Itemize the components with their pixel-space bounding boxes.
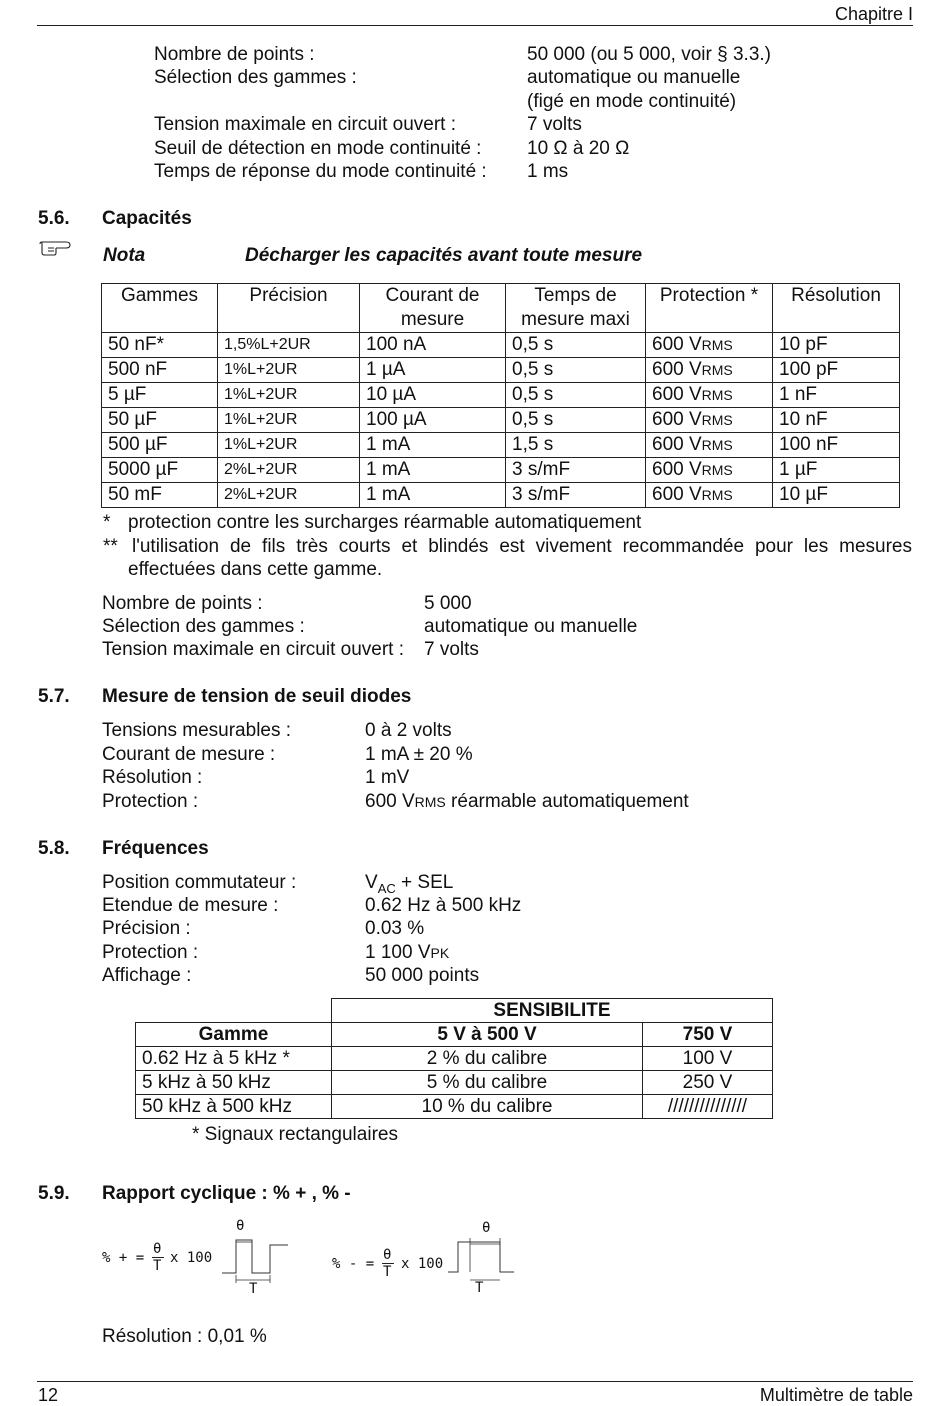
table-row xyxy=(102,408,900,433)
resolution-cell: 1 nF xyxy=(773,383,900,408)
precision-cell: 1,5%L+2UR xyxy=(218,333,360,358)
range-cell: 50 kHz à 500 kHz xyxy=(136,1095,332,1119)
spec-value-main: 1 100 V xyxy=(365,941,431,963)
formula-times: x 100 xyxy=(401,1256,444,1272)
table-row xyxy=(102,358,900,383)
resolution-cell: 100 pF xyxy=(773,358,900,383)
spec-value-main: 0 à 2 volts xyxy=(365,720,452,741)
protection-unit: RMS xyxy=(701,387,733,403)
duty-cycle-plus-waveform xyxy=(222,1230,292,1286)
spec-value-main: automatique ou manuelle xyxy=(527,67,741,89)
spec-value-main: V xyxy=(365,872,378,893)
spec-label: Protection : xyxy=(102,790,199,812)
time-cell: 0,5 s xyxy=(506,333,646,358)
header-line: Protection * xyxy=(659,285,759,306)
protection-cell xyxy=(646,408,773,433)
protection-cell xyxy=(646,483,773,508)
spec-value xyxy=(527,67,740,89)
table-row xyxy=(102,483,900,508)
spec-value xyxy=(365,918,424,940)
spec-value-main: 7 volts xyxy=(527,114,582,136)
time-cell: 1,5 s xyxy=(506,433,646,458)
current-cell: 100 µA xyxy=(360,408,506,433)
spec-value-unit: AC xyxy=(377,880,396,896)
time-cell: 3 s/mF xyxy=(506,483,646,508)
spec-label: Seuil de détection en mode continuité : xyxy=(154,137,482,159)
spec-value-main: 1 ms xyxy=(527,161,569,182)
spec-value xyxy=(424,639,479,661)
precision-cell: 2%L+2UR xyxy=(218,483,360,508)
spec-value xyxy=(424,593,472,615)
column-header: 750 V xyxy=(643,1023,773,1047)
table-row xyxy=(136,1071,773,1095)
header-rule xyxy=(37,25,913,26)
spec-value-main: 50 000 points xyxy=(365,964,480,986)
spec-value-tail: + SEL xyxy=(395,872,454,893)
protection-cell xyxy=(646,333,773,358)
protection-value: 600 V xyxy=(652,434,702,455)
spec-value-main: 0.62 Hz à 500 kHz xyxy=(365,895,522,917)
resolution-cell: 10 pF xyxy=(773,333,900,358)
sensitivity-cell: 2 % du calibre xyxy=(332,1047,643,1071)
waveform-theta-label: θ xyxy=(236,1218,245,1234)
range-cell: 5 µF xyxy=(102,383,218,408)
sensitivity-cell: 100 V xyxy=(643,1047,773,1071)
resolution-cell: 10 nF xyxy=(773,408,900,433)
spec-value xyxy=(365,872,453,896)
precision-cell: 1%L+2UR xyxy=(218,358,360,383)
spec-value-main: 600 V xyxy=(365,790,415,812)
range-cell: 50 mF xyxy=(102,483,218,508)
range-cell: 50 nF* xyxy=(102,333,218,358)
spec-value xyxy=(527,91,736,113)
resolution-text: Résolution : 0,01 % xyxy=(102,1326,267,1347)
spec-value xyxy=(365,791,689,813)
spec-value-main: 1 mA ± 20 % xyxy=(365,743,473,765)
spec-value-unit: RMS xyxy=(414,793,446,810)
section-number: 5.7. xyxy=(38,686,70,707)
nota-label: Nota xyxy=(103,245,146,266)
spec-label: Tensions mesurables : xyxy=(102,720,292,741)
protection-value: 600 V xyxy=(652,459,702,480)
current-cell: 1 mA xyxy=(360,433,506,458)
spec-value xyxy=(527,114,582,136)
range-cell: 5 kHz à 50 kHz xyxy=(136,1071,332,1095)
formula-theta: θ xyxy=(383,1247,392,1263)
protection-cell xyxy=(646,358,773,383)
protection-cell xyxy=(646,433,773,458)
protection-unit: RMS xyxy=(701,462,733,478)
spec-value xyxy=(365,895,521,917)
formula-plus-prefix: % + = xyxy=(102,1250,145,1266)
protection-cell xyxy=(646,458,773,483)
sensitivity-cell: /////////////// xyxy=(643,1095,773,1119)
time-cell: 0,5 s xyxy=(506,408,646,433)
time-cell: 3 s/mF xyxy=(506,458,646,483)
resolution-cell: 10 µF xyxy=(773,483,900,508)
protection-cell xyxy=(646,383,773,408)
footer-title: Multimètre de table xyxy=(759,1385,913,1405)
precision-cell: 1%L+2UR xyxy=(218,383,360,408)
precision-cell: 2%L+2UR xyxy=(218,458,360,483)
resolution-cell: 1 µF xyxy=(773,458,900,483)
protection-unit: RMS xyxy=(701,437,733,453)
spec-value xyxy=(365,942,449,964)
spec-value xyxy=(527,161,568,183)
current-cell: 1 mA xyxy=(360,483,506,508)
header-line: Temps de xyxy=(534,285,617,306)
column-header xyxy=(360,284,506,333)
section-number: 5.6. xyxy=(38,208,70,229)
header-line: Résolution xyxy=(791,285,881,306)
spec-label: Etendue de mesure : xyxy=(102,895,279,917)
waveform-period-label: T xyxy=(249,1281,258,1297)
protection-value: 600 V xyxy=(652,384,702,405)
range-cell: 500 nF xyxy=(102,358,218,383)
section-number: 5.8. xyxy=(38,838,70,859)
footer-rule xyxy=(37,1381,913,1382)
spec-value-main: 5 000 xyxy=(424,593,472,614)
formula-period: T xyxy=(383,1264,392,1280)
precision-cell: 1%L+2UR xyxy=(218,408,360,433)
spec-value-unit: PK xyxy=(430,944,450,961)
footnote-mark: ** xyxy=(103,536,118,557)
section-title: Capacités xyxy=(102,208,192,229)
time-cell: 0,5 s xyxy=(506,358,646,383)
formula-times: x 100 xyxy=(170,1250,213,1266)
column-header: 5 V à 500 V xyxy=(332,1023,643,1047)
formula-theta: θ xyxy=(153,1241,162,1257)
spec-value-main: (figé en mode continuité) xyxy=(527,90,737,112)
spec-label: Nombre de points : xyxy=(102,593,263,614)
spec-label: Tension maximale en circuit ouvert : xyxy=(102,639,405,660)
section-number: 5.9. xyxy=(38,1183,70,1204)
spec-label: Sélection des gammes : xyxy=(154,67,357,89)
footnote-mark: * xyxy=(103,512,111,533)
sensitivity-cell: 5 % du calibre xyxy=(332,1071,643,1095)
spec-value xyxy=(365,767,409,789)
sensitivity-table xyxy=(135,998,773,1119)
column-header xyxy=(102,284,218,333)
table-row xyxy=(102,433,900,458)
protection-unit: RMS xyxy=(701,337,733,353)
current-cell: 1 µA xyxy=(360,358,506,383)
header-line: mesure maxi xyxy=(521,309,630,330)
range-cell: 5000 µF xyxy=(102,458,218,483)
spec-label: Affichage : xyxy=(102,964,192,986)
section-title: Rapport cyclique : % + , % - xyxy=(102,1183,351,1204)
header-line: Courant de xyxy=(385,285,480,306)
spec-value xyxy=(527,138,629,160)
sensitivity-cell: 10 % du calibre xyxy=(332,1095,643,1119)
footnote-text: effectuées dans cette gamme. xyxy=(128,559,383,580)
spec-value-main: 1 mV xyxy=(365,767,410,788)
capacitance-table xyxy=(101,283,900,508)
spec-value-main: 0.03 % xyxy=(365,918,425,940)
range-cell: 50 µF xyxy=(102,408,218,433)
spec-label: Nombre de points : xyxy=(154,44,315,65)
footnote-text: l'utilisation de fils très courts et blindés est vivement recommandée pour les mesures xyxy=(132,536,912,557)
protection-unit: RMS xyxy=(701,412,733,428)
spec-label: Position commutateur : xyxy=(102,872,297,893)
spec-value-main: 7 volts xyxy=(424,639,479,660)
resolution-cell: 100 nF xyxy=(773,433,900,458)
spec-value xyxy=(424,616,637,638)
spec-value-main: automatique ou manuelle xyxy=(424,616,638,637)
section-title: Mesure de tension de seuil diodes xyxy=(102,686,412,707)
spec-value-main: 50 000 (ou 5 000, voir § 3.3.) xyxy=(527,44,771,65)
current-cell: 1 mA xyxy=(360,458,506,483)
table-row xyxy=(102,458,900,483)
spec-value-tail: réarmable automatiquement xyxy=(445,790,689,812)
column-header xyxy=(646,284,773,333)
spec-value xyxy=(527,44,771,66)
formula-period: T xyxy=(153,1258,162,1274)
precision-cell: 1%L+2UR xyxy=(218,433,360,458)
protection-unit: RMS xyxy=(701,362,733,378)
column-header xyxy=(506,284,646,333)
nota-text: Décharger les capacités avant toute mesure xyxy=(245,245,643,266)
header-line: Précision xyxy=(249,285,328,306)
spec-label: Courant de mesure : xyxy=(102,743,276,765)
current-cell: 10 µA xyxy=(360,383,506,408)
table-row xyxy=(102,333,900,358)
column-header: Gamme xyxy=(136,1023,332,1047)
column-header xyxy=(218,284,360,333)
header-line: Gammes xyxy=(120,285,199,306)
range-cell: 500 µF xyxy=(102,433,218,458)
spec-label: Précision : xyxy=(102,918,191,940)
group-header: SENSIBILITE xyxy=(332,999,773,1023)
chapter-label: Chapitre I xyxy=(834,4,913,24)
spec-label: Résolution : xyxy=(102,767,203,788)
spec-label: Tension maximale en circuit ouvert : xyxy=(154,114,457,136)
header-row xyxy=(102,284,900,333)
spec-value xyxy=(365,744,473,766)
header-line: mesure xyxy=(400,309,465,330)
time-cell: 0,5 s xyxy=(506,383,646,408)
protection-value: 600 V xyxy=(652,359,702,380)
table-footnote: * Signaux rectangulaires xyxy=(192,1124,398,1145)
spec-value xyxy=(365,965,479,987)
spec-label: Protection : xyxy=(102,941,199,963)
footnote-text: protection contre les surcharges réarmable automatiquement xyxy=(128,512,642,533)
formula-minus-prefix: % - = xyxy=(332,1256,375,1272)
protection-value: 600 V xyxy=(652,484,702,505)
protection-value: 600 V xyxy=(652,409,702,430)
range-cell: 0.62 Hz à 5 kHz * xyxy=(136,1047,332,1071)
waveform-period-label: T xyxy=(475,1280,484,1296)
sensitivity-cell: 250 V xyxy=(643,1071,773,1095)
waveform-theta-label: θ xyxy=(482,1220,491,1236)
page-number: 12 xyxy=(38,1385,59,1405)
protection-value: 600 V xyxy=(652,334,702,355)
spec-label: Temps de réponse du mode continuité : xyxy=(154,161,487,182)
spec-value xyxy=(365,720,452,742)
empty-cell xyxy=(136,999,332,1023)
table-row xyxy=(136,1095,773,1119)
pointing-hand-icon xyxy=(38,240,72,256)
current-cell: 100 nA xyxy=(360,333,506,358)
spec-label: Sélection des gammes : xyxy=(102,616,305,637)
table-row xyxy=(136,1047,773,1071)
section-title: Fréquences xyxy=(102,838,209,859)
protection-unit: RMS xyxy=(701,487,733,503)
spec-value-main: 10 Ω à 20 Ω xyxy=(527,137,630,159)
column-header xyxy=(773,284,900,333)
table-row xyxy=(102,383,900,408)
